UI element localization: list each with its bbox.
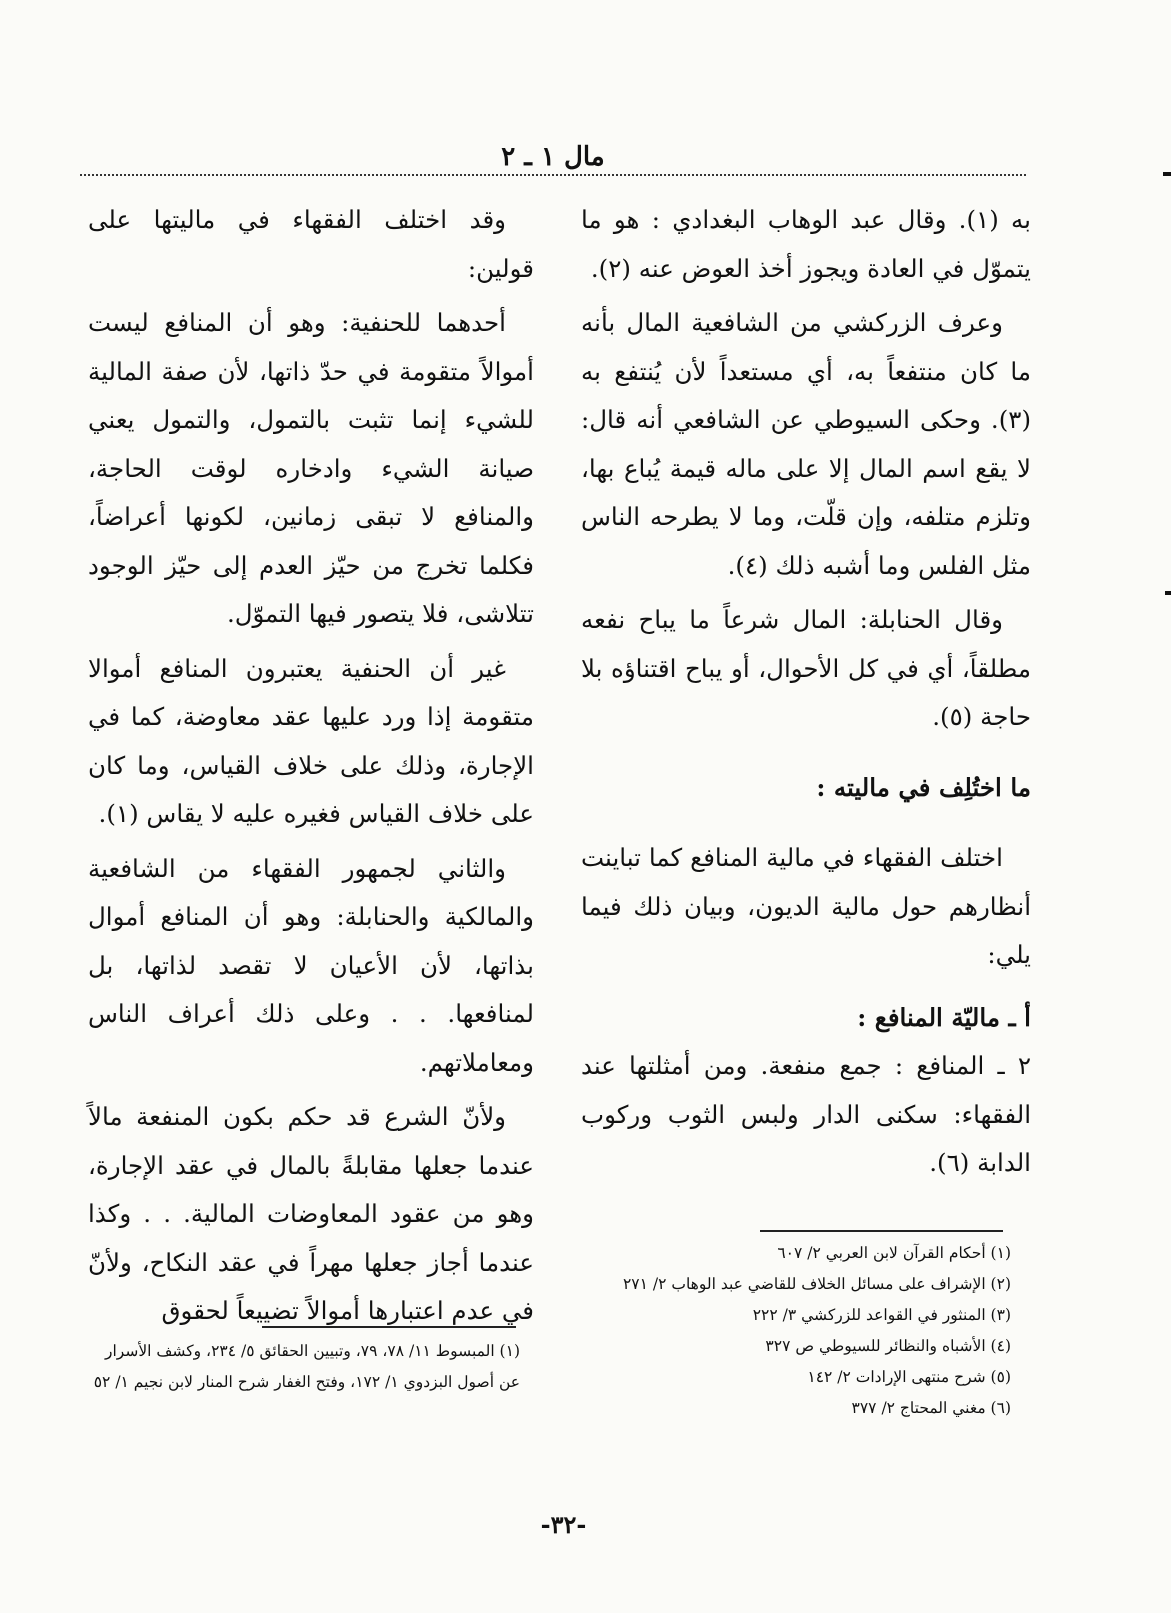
footnote: (١) المبسوط ١١/ ٧٨، ٧٩، وتبيين الحقائق ٥/ ٢٣٤، وكشف الأسرار عن أصول البزدوي ١/ ١٧٢، وفتح الغفار شرح المنار لابن نجيم ١/ ٥٢ <box>93 1342 520 1391</box>
paragraph: به (١). وقال عبد الوهاب البغدادي : هو ما يتموّل في العادة ويجوز أخذ العوض عنه (٢). <box>581 205 1031 283</box>
paragraph: وقد اختلف الفقهاء في ماليتها على قولين: <box>88 205 534 283</box>
paragraph: ولأنّ الشرع قد حكم بكون المنفعة مالاً عندما جعلها مقابلةً بالمال في عقد الإجارة، وهو من عقود المعاوضات المالية. . . وكذا عندما أجاز جعلها مهراً في عقد النكاح، ولأنّ في عدم اعتبارها أموالاً تضييعاً لحقوق <box>88 1102 534 1325</box>
paragraph: ٢ ـ المنافع : جمع منفعة. ومن أمثلتها عند الفقهاء: سكنى الدار ولبس الثوب وركوب الدابة (٦). <box>581 1051 1031 1177</box>
footnotes-left <box>80 1336 520 1398</box>
section-heading: ما اختُلِف في ماليته : <box>816 772 1031 802</box>
footnote-rule-left <box>262 1326 516 1328</box>
footnote: (٤) الأشباه والنظائر للسيوطي ص ٣٢٧ <box>765 1337 1011 1355</box>
paragraph: أحدهما للحنفية: وهو أن المنافع ليست أموالاً متقومة في حدّ ذاتها، لأن صفة المالية للشيء إنما تثبت بالتمول، والتمول يعني صيانة الشيء وادخاره لوقت الحاجة، والمنافع لا تبقى زمانين، لكونها أعراضاً، فكلما تخرج من حيّز العدم إلى حيّز الوجود تتلاشى، فلا يتصور فيها التموّل. <box>88 308 534 628</box>
paragraph: غير أن الحنفية يعتبرون المنافع أموالا متقومة إذا ورد عليها عقد معاوضة، كما في الإجارة، وذلك على خلاف القياس، وما كان على خلاف القياس فغيره عليه لا يقاس (١). <box>88 653 534 828</box>
subsection-heading: أ ـ ماليّة المنافع : <box>857 1002 1031 1032</box>
footnote-rule-right <box>760 1230 1003 1232</box>
footnotes-right <box>571 1238 1011 1424</box>
footnote: (٣) المنثور في القواعد للزركشي ٣/ ٢٢٢ <box>752 1306 1011 1324</box>
footnote: (١) أحكام القرآن لابن العربي ٢/ ٦٠٧ <box>777 1244 1011 1262</box>
left-column <box>88 196 534 1342</box>
right-column <box>581 196 1031 1194</box>
footnote: (٢) الإشراف على مسائل الخلاف للقاضي عبد الوهاب ٢/ ٢٧١ <box>622 1275 1011 1293</box>
footnote: (٥) شرح منتهى الإرادات ٢/ ١٤٢ <box>807 1368 1011 1386</box>
header-title: مال ١ ـ ٢ <box>501 142 605 172</box>
paragraph: وقال الحنابلة: المال شرعاً ما يباح نفعه مطلقاً، أي في كل الأحوال، أو يباح اقتناؤه بلا حاجة (٥). <box>581 605 1031 731</box>
edge-mark-top <box>1163 172 1171 176</box>
paragraph: اختلف الفقهاء في مالية المنافع كما تباينت أنظارهم حول مالية الديون، وبيان ذلك فيما يلي: <box>581 843 1031 969</box>
footnote: (٦) مغني المحتاج ٢/ ٣٧٧ <box>851 1399 1011 1417</box>
edge-mark-middle <box>1165 591 1171 595</box>
page-number: -٣٢- <box>540 1510 587 1539</box>
running-header <box>80 140 1026 176</box>
paragraph: والثاني لجمهور الفقهاء من الشافعية والمالكية والحنابلة: وهو أن المنافع أموال بذاتها، لأن الأعيان لا تقصد لذاتها، بل لمنافعها. . . وعلى ذلك أعراف الناس ومعاملاتهم. <box>88 853 534 1077</box>
paragraph: وعرف الزركشي من الشافعية المال بأنه ما كان منتفعاً به، أي مستعداً لأن يُنتفع به (٣). وحكى السيوطي عن الشافعي أنه قال: لا يقع اسم المال إلا على ماله قيمة يُباع بها، وتلزم متلفه، وإن قلّت، وما لا يطرحه الناس مثل الفلس وما أشبه ذلك (٤). <box>581 308 1031 580</box>
